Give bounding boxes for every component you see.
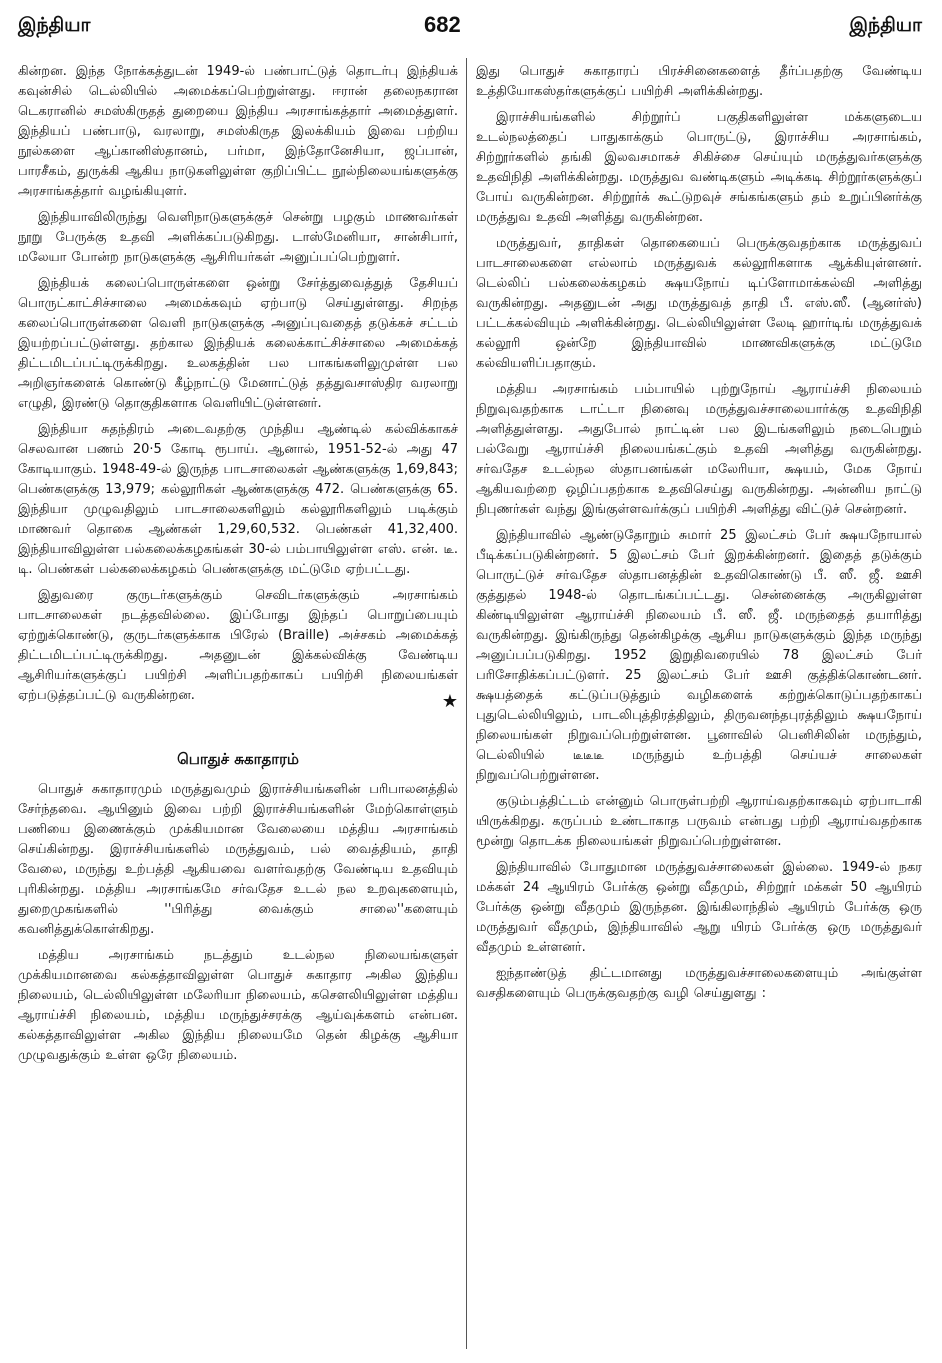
paragraph: இந்தியாவில் போதுமான மருத்துவச்சாலைகள் இல்லை. 1949-ல் நகர மக்கள் 24 ஆயிரம் பேர்க்கு ஒன்று வீதமும், சிற்றூர் மக்கள் 50 ஆயிரம் பேர்க்கு ஒன்று வீதமும் இருந்தன. இங்கிலாந்தில் ஆயிரம் பேர்க்கு ஒரு மருத்துவர் வீதமும், இந்தியாவில் ஆறு யிரம் பேர்க்கு ஒரு மருத்துவர் வீதமும் உள்ளனர். (476, 860, 922, 955)
running-header-left: இந்தியா (18, 14, 91, 36)
paragraph: பொதுச் சுகாதாரமும் மருத்துவமும் இராச்சியங்களின் பரிபாலனத்தில் சேர்ந்தவை. ஆயினும் இவை பற்றி இராச்சியங்களின் மேற்கொள்ளும் பணியை இணைக்கும் முக்கியமான வேலையை மத்திய அரசாங்கம் செய்கின்றது. இராச்சியங்களில் மருத்துவம், பல் வைத்தியம், தாதி வேலை, மருந்து உற்பத்தி ஆகியவை வளர்வதற்கு வேண்டிய உதவியும் புரிகின்றது. மத்திய அரசாங்கமே சர்வதேச உடல் நல உறவுகளையும், துறைமுகங்களில் ''பிரித்து வைக்கும் சாலை''களையும் கவனித்துக்கொள்கிறது. (18, 782, 458, 937)
paragraph: இந்தியா சுதந்திரம் அடைவதற்கு முந்திய ஆண்டில் கல்விக்காகச் செலவான பணம் 20·5 கோடி ரூபாய். ஆனால், 1951-52-ல் அது 47 கோடியாகும். 1948-49-ல் இருந்த பாடசாலைகள் ஆண்களுக்கு 1,69,843; பெண்களுக்கு 13,979; கல்லூரிகள் ஆண்களுக்கு 472. பெண்களுக்கு 65. இந்தியா முழுவதிலும் பாடசாலைகளிலும் கல்லூரிகளிலும் படிக்கும் மாணவர் தொகை ஆண்கள் 1,29,60,532. பெண்கள் 41,32,400. இந்தியாவிலுள்ள பல்கலைக்கழகங்கள் 30-ல் பம்பாயிலுள்ள எஸ். என். டீ. டி. பெண்கள் பல்கலைக்கழகம் பெண்களுக்கு மட்டுமே ஏற்பட்டது. (18, 422, 458, 577)
section-heading: பொதுச் சுகாதாரம் (177, 750, 299, 768)
right-column (476, 62, 922, 1355)
paragraph: இந்தியக் கலைப்பொருள்களை ஒன்று சேர்த்துவைத்துத் தேசியப் பொருட்காட்சிச்சாலை அமைக்கவும் ஏற்பாடு செய்துள்ளது. சிறந்த கலைப்பொருள்களை வெளி நாடுகளுக்கு அனுப்புவதைத் தடுக்கச் சட்டம் இயற்றப்பட்டுள்ளது. தற்கால இந்தியக் கலைக்காட்சிச்சாலை அமைக்கத் திட்டமிடப்பட்டிருக்கிறது. உலகத்தின் பல பாகங்களிலுமுள்ள பல அறிஞர்களைக் கொண்டு கீழ்நாட்டு மேனாட்டுத் தத்துவசாஸ்திர வரலாறு எழுதி, இரண்டு தொகுதிகளாக வெளியிட்டுள்ளனர். (18, 276, 458, 411)
paragraph: இது பொதுச் சுகாதாரப் பிரச்சினைகளைத் தீர்ப்பதற்கு வேண்டிய உத்தியோகஸ்தர்களுக்குப் பயிற்சி அளிக்கின்றது. (476, 64, 922, 99)
left-column (18, 62, 458, 1355)
paragraph: மத்திய அரசாங்கம் நடத்தும் உடல்நல நிலையங்களுள் முக்கியமானவை கல்கத்தாவிலுள்ள பொதுச் சுகாதார அகில இந்திய நிலையம், டெல்லியிலுள்ள மலேரியா நிலையம், கசௌலியிலுள்ள மத்திய ஆராய்ச்சி நிலையம், மத்திய மருந்துச்சரக்கு ஆய்வுக்களம் என்பன. கல்கத்தாவிலுள்ள அகில இந்திய நிலையமே தென் கிழக்கு ஆசியா முழுவதுக்கும் உள்ள ஒரே நிலையம். (18, 948, 458, 1063)
paragraph: மருத்துவர், தாதிகள் தொகையைப் பெருக்குவதற்காக மருத்துவப் பாடசாலைகளை எல்லாம் மருத்துவக் கல்லூரிகளாக ஆக்கியுள்ளனர். டெல்லிப் பல்கலைக்கழகம் க்ஷயநோய் டிப்ளோமாக்கல்வி அளித்து வருகின்றது. அதனுடன் அது மருத்துவத் தாதி பீ. எஸ்.ஸீ. (ஆனர்ஸ்) பட்டக்கல்வியும் அளிக்கின்றது. டெல்லியிலுள்ள லேடி ஹார்டிங் மருத்துவக் கல்லூரி ஒன்றே இந்தியாவில் மாணவிகளுக்கு மட்டுமே கல்வியளிப்பதாகும். (476, 236, 922, 371)
paragraph: இராச்சியங்களில் சிற்றூர்ப் பகுதிகளிலுள்ள மக்களுடைய உடல்நலத்தைப் பாதுகாக்கும் பொருட்டு, இராச்சிய அரசாங்கம், சிற்றூர்களில் தங்கி இலவசமாகச் சிகிச்சை செய்யும் மருத்துவர்களுக்கு உதவிநிதி அளிக்கின்றது. மருத்துவ வண்டிகளும் அடிக்கடி சிற்றூர்களுக்குப் போய் வருகின்றன. சிற்றூர்க் கூட்டுறவுச் சங்கங்களும் தம் உறுப்பினர்க்கு மருத்துவ உதவி அளித்து வருகின்றன. (476, 110, 922, 225)
paragraph: ஐந்தாண்டுத் திட்டமானது மருத்துவச்சாலைகளையும் அங்குள்ள வசதிகளையும் பெருக்குவதற்கு வழி செய்துளது : (476, 966, 922, 1001)
column-divider (466, 58, 467, 1349)
page-number: 682 (424, 12, 461, 37)
paragraph: இதுவரை குருடர்களுக்கும் செவிடர்களுக்கும் அரசாங்கம் பாடசாலைகள் நடத்தவில்லை. இப்போது இந்தப் பொறுப்பையும் ஏற்றுக்கொண்டு, குருடர்களுக்காக பிரேல் (Braille) அச்சகம் அமைக்கத் திட்டமிடப்பட்டிருக்கிறது. அதனுடன் இக்கல்விக்கு வேண்டிய ஆசிரியர்களுக்குப் பயிற்சி அளிப்பதற்காகப் பயிற்சி நிலையங்கள் ஏற்படுத்தப்பட்டு வருகின்றன. (18, 588, 458, 703)
paragraph: இந்தியாவிலிருந்து வெளிநாடுகளுக்குச் சென்று பழகும் மாணவர்கள் நூறு பேருக்கு உதவி அளிக்கப்படுகிறது. டாஸ்மேனியா, சான்சிபார், மலேயா போன்ற நாடுகளுக்கு ஆசிரியர்கள் அனுப்பப்பெற்றுளர். (18, 210, 458, 265)
end-of-section-star: ★ (441, 691, 458, 712)
paragraph: மத்திய அரசாங்கம் பம்பாயில் புற்றுநோய் ஆராய்ச்சி நிலையம் நிறுவுவதற்காக டாட்டா நினைவு மருத்துவச்சாலையார்க்கு உதவிநிதி அளித்துள்ளது. அதுபோல் நாட்டின் பல இடங்களிலும் நடைபெறும் பல்வேறு ஆராய்ச்சி நிலையங்கட்கும் உதவி அளித்து வருகின்றது. சர்வதேச உடல்நல ஸ்தாபனங்கள் மலேரியா, க்ஷயம், மேக நோய் ஆகியவற்றை ஒழிப்பதற்காக உதவிசெய்து வருகின்றது. அன்னிய நாட்டு நிபுணர்கள் வந்து இங்குள்ளவர்க்குப் பயிற்சி அளித்து விட்டுச் சென்றனர். (476, 382, 922, 517)
paragraph: கின்றன. இந்த நோக்கத்துடன் 1949-ல் பண்பாட்டுத் தொடர்பு இந்தியக் கவுன்சில் டெல்லியில் அமைக்கப்பெற்றுள்ளது. ஈரான் தலைநகரான டெகரானில் சமஸ்கிருதத் துறையை இந்திய அரசாங்கத்தார் அமைத்துளர். இந்தியப் பண்பாடு, வரலாறு, சமஸ்கிருத இலக்கியம் இவை பற்றிய நூல்களை ஆப்கானிஸ்தானம், பர்மா, இந்தோனேசியா, ஜப்பான், பாரசீகம், துருக்கி ஆகிய நாடுகளிலுள்ள குறிப்பிட்ட நூல்நிலையங்களுக்கு அரசாங்கத்தார் வழங்கியுளர். (18, 64, 458, 199)
running-header-right: இந்தியா (849, 14, 922, 36)
paragraph: குடும்பத்திட்டம் என்னும் பொருள்பற்றி ஆராய்வதற்காகவும் ஏற்பாடாகி யிருக்கிறது. கருப்பம் உண்டாகாத பருவம் என்பது பற்றி ஆராய்வதற்காக மூன்று தொடக்க நிலையங்கள் நிறுவப்பெற்றுள்ளன. (476, 794, 922, 849)
paragraph: இந்தியாவில் ஆண்டுதோறும் சுமார் 25 இலட்சம் பேர் க்ஷயநோயால் பீடிக்கப்படுகின்றனர். 5 இலட்சம் பேர் இறக்கின்றனர். இதைத் தடுக்கும் பொருட்டுச் சர்வதேச ஸ்தாபனத்தின் உதவிகொண்டு பீ. ஸீ. ஜீ. ஊசி குத்துதல் 1948-ல் தொடங்கப்பட்டது. சென்னைக்கு அருகிலுள்ள கிண்டியிலுள்ள ஆராய்ச்சி நிலையம் பீ. ஸீ. ஜீ. மருந்தைத் தயாரித்து வருகின்றது. இங்கிருந்து தென்கிழக்கு ஆசிய நாடுகளுக்கும் இந்த மருந்து அனுப்பப்படுகிறது. 1952 இறுதிவரையில் 78 இலட்சம் பேர் பரிசோதிக்கப்பட்டுளர். 25 இலட்சம் பேர் ஊசி குத்திக்கொண்டனர். க்ஷயத்தைக் கட்டுப்படுத்தும் வழிகளைக் கற்றுக்கொடுப்பதற்காகப் புதுடெல்லியிலும், பாடலிபுத்திரத்திலும், திருவனந்தபுரத்திலும் க்ஷயநோய் நிலையங்கள் நிறுவப்பெற்றுள்ளன. பூனாவில் பெனிசிலின் மருந்தும், டெல்லியில் டீடீடீ மருந்தும் உற்பத்தி செய்யச் சாலைகள் நிறுவப்பெற்றுள்ளன. (476, 528, 922, 783)
